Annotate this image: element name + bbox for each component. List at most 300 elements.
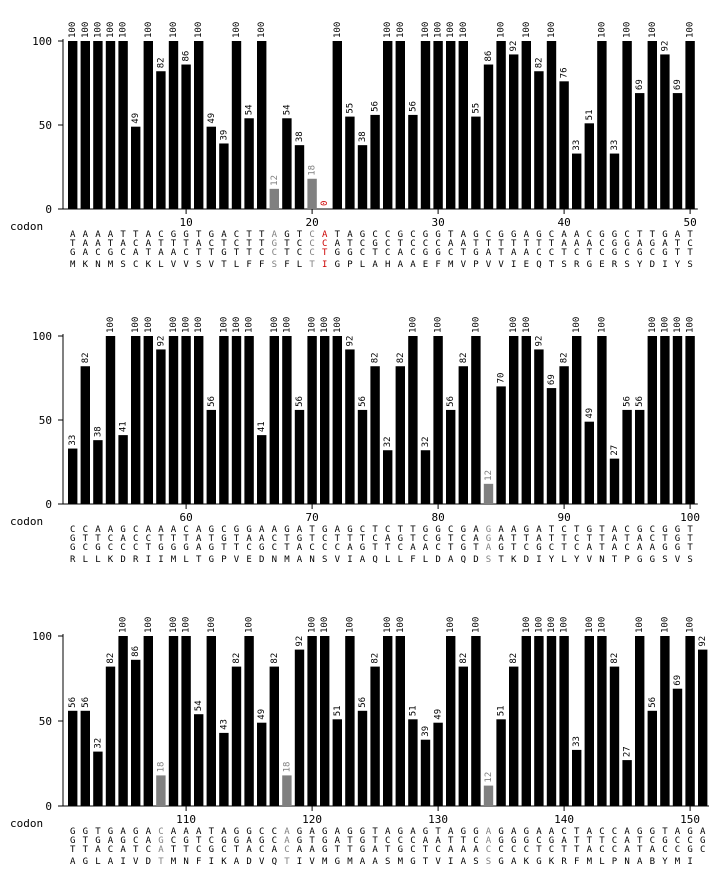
codon-nucleotide: C (309, 248, 315, 258)
codon-nucleotide: C (410, 248, 416, 258)
bar (244, 336, 253, 504)
codon-nucleotide: C (674, 845, 681, 855)
codon-nucleotide: C (120, 248, 126, 258)
amino-acid: N (309, 555, 315, 565)
codon-nucleotide: T (548, 239, 555, 249)
codon-nucleotide: T (309, 525, 315, 535)
bar-value-label: 100 (320, 616, 331, 633)
bar-value-label: 69 (635, 79, 646, 91)
codon-nucleotide: A (447, 827, 454, 837)
bar (358, 711, 367, 806)
bar-value-label: 18 (156, 761, 167, 773)
codon-nucleotide: A (195, 543, 202, 553)
bar (295, 410, 304, 504)
codon-nucleotide: C (573, 248, 580, 258)
codon-nucleotide: T (208, 534, 215, 544)
codon-nucleotide: G (233, 827, 240, 837)
codon-nucleotide: A (132, 248, 139, 258)
codon-nucleotide: T (460, 248, 467, 258)
bar-value-label: 12 (484, 771, 494, 783)
codon-nucleotide: C (183, 525, 189, 535)
bar (585, 123, 594, 209)
amino-acid: T (611, 555, 618, 565)
codon-nucleotide: G (183, 836, 189, 846)
codon-nucleotide: G (233, 525, 240, 535)
amino-acid: Y (636, 260, 643, 270)
codon-nucleotide: T (636, 230, 643, 240)
codon-nucleotide: T (347, 845, 353, 855)
bar (572, 154, 581, 209)
amino-acid: T (309, 260, 315, 270)
codon-nucleotide: C (384, 230, 391, 240)
bar-value-label: 82 (106, 652, 116, 664)
bar (648, 41, 657, 209)
amino-acid: I (687, 857, 693, 867)
codon-nucleotide: C (435, 239, 441, 249)
codon-nucleotide: T (624, 534, 630, 544)
bar-value-label: 82 (458, 352, 469, 364)
bar-value-label: 76 (559, 67, 570, 79)
codon-nucleotide: G (536, 543, 542, 553)
codon-nucleotide: C (208, 239, 215, 249)
codon-nucleotide: C (258, 248, 265, 258)
codon-nucleotide: C (384, 525, 391, 535)
codon-nucleotide: A (107, 836, 114, 846)
amino-acid: Q (460, 555, 467, 565)
amino-acid: V (586, 555, 593, 565)
amino-acid: K (523, 857, 530, 867)
amino-acid: F (195, 857, 202, 867)
amino-acid: P (347, 260, 353, 270)
codon-nucleotide: C (573, 534, 580, 544)
codon-nucleotide: T (447, 543, 454, 553)
codon-nucleotide: C (548, 248, 555, 258)
codon-nucleotide: C (473, 836, 479, 846)
bar (370, 115, 379, 209)
bar-value-label: 100 (521, 21, 532, 38)
amino-acid: V (132, 857, 139, 867)
codon-nucleotide: T (170, 534, 177, 544)
amino-acid: L (599, 857, 605, 867)
codon-nucleotide: T (536, 845, 542, 855)
amino-acid: A (107, 857, 114, 867)
bar-value-label: 82 (370, 352, 381, 364)
codon-nucleotide: G (649, 239, 656, 249)
bar-value-label: 56 (370, 101, 381, 112)
amino-acid: P (611, 857, 618, 867)
bar-value-label: 100 (509, 316, 520, 333)
bar (421, 740, 430, 806)
codon-nucleotide: T (599, 543, 605, 553)
codon-nucleotide: G (321, 827, 328, 837)
amino-acid: A (397, 260, 404, 270)
bar (106, 41, 115, 209)
codon-nucleotide: T (573, 845, 580, 855)
codon-nucleotide: G (221, 248, 227, 258)
bar (295, 650, 304, 806)
codon-nucleotide: A (145, 239, 152, 249)
bar-value-label: 55 (345, 102, 356, 114)
codon-nucleotide: A (485, 543, 492, 553)
y-tick-label: 100 (32, 330, 52, 343)
codon-nucleotide: A (170, 248, 177, 258)
amino-acid: R (611, 260, 618, 270)
amino-acid: S (687, 260, 693, 270)
bar-value-label: 70 (496, 372, 507, 384)
codon-nucleotide: C (422, 534, 429, 544)
amino-acid: Q (536, 260, 542, 270)
bar (484, 65, 493, 209)
bar (320, 636, 329, 806)
bar-value-label: 32 (93, 737, 104, 749)
codon-nucleotide: G (69, 836, 76, 846)
codon-nucleotide: G (321, 836, 328, 846)
codon-nucleotide: C (586, 230, 593, 240)
bar (433, 41, 442, 209)
bar (194, 714, 203, 806)
bar-value-label: 100 (635, 616, 646, 633)
bar-value-label: 100 (547, 21, 557, 38)
codon-nucleotide: C (662, 845, 668, 855)
bar-value-label: 69 (547, 374, 557, 386)
amino-acid: G (208, 555, 215, 565)
bar (534, 349, 543, 504)
codon-nucleotide: C (649, 534, 656, 544)
bar-value-label: 100 (80, 21, 91, 38)
y-tick-label: 0 (45, 203, 52, 216)
bar-value-label: 92 (156, 335, 167, 347)
codon-nucleotide: T (573, 525, 580, 535)
codon-nucleotide: A (510, 525, 517, 535)
amino-acid: M (447, 260, 454, 270)
amino-acid: A (510, 857, 517, 867)
bar-value-label: 33 (572, 139, 583, 151)
amino-acid: R (132, 555, 139, 565)
bar-value-label: 92 (660, 40, 671, 52)
amino-acid: E (523, 260, 530, 270)
codon-nucleotide: C (221, 845, 227, 855)
bar (509, 667, 518, 806)
x-tick-label: 140 (554, 813, 575, 826)
codon-nucleotide: A (636, 534, 643, 544)
amino-acid: D (145, 857, 152, 867)
amino-acid: Y (573, 555, 580, 565)
amino-acid: Y (674, 260, 681, 270)
codon-nucleotide: T (523, 239, 530, 249)
amino-acid: I (158, 555, 164, 565)
codon-nucleotide: C (309, 543, 315, 553)
codon-row-label: codon (10, 817, 44, 830)
amino-acid: F (258, 260, 265, 270)
codon-nucleotide: A (586, 239, 593, 249)
amino-acid: D (120, 555, 126, 565)
bar-value-label: 49 (206, 112, 217, 124)
bar-value-label: 18 (282, 761, 293, 773)
codon-nucleotide: A (145, 836, 152, 846)
amino-acid: L (296, 260, 303, 270)
codon-nucleotide: G (611, 248, 618, 258)
codon-nucleotide: C (384, 239, 391, 249)
codon-nucleotide: T (372, 543, 378, 553)
codon-nucleotide: T (284, 248, 290, 258)
bar-value-label: 100 (433, 316, 444, 333)
bar-value-label: 56 (358, 396, 368, 407)
bar (181, 636, 190, 806)
bar (421, 450, 430, 504)
bar (282, 775, 291, 806)
codon-nucleotide: A (611, 525, 618, 535)
codon-nucleotide: T (233, 543, 240, 553)
codon-nucleotide: A (284, 827, 290, 837)
bar-value-label: 100 (169, 316, 179, 333)
bar-value-label: 100 (244, 616, 255, 633)
bar-value-label: 82 (610, 652, 620, 664)
codon-nucleotide: A (95, 845, 101, 855)
bar-value-label: 41 (118, 421, 129, 433)
bar-value-label: 100 (597, 316, 608, 333)
bar-value-label: 51 (332, 705, 343, 717)
bar (207, 636, 216, 806)
amino-acid: D (435, 555, 441, 565)
codon-nucleotide: A (82, 230, 89, 240)
codon-nucleotide: G (258, 543, 265, 553)
codon-nucleotide: A (221, 827, 227, 837)
codon-nucleotide: G (473, 827, 479, 837)
codon-nucleotide: G (258, 836, 265, 846)
codon-nucleotide: C (107, 845, 114, 855)
amino-acid: L (233, 260, 240, 270)
bar (358, 145, 367, 209)
codon-nucleotide: G (662, 543, 668, 553)
amino-acid: T (221, 260, 227, 270)
codon-nucleotide: C (208, 836, 215, 846)
amino-acid: T (422, 857, 429, 867)
codon-nucleotide: T (599, 534, 605, 544)
bar-value-label: 100 (194, 316, 205, 333)
bar (383, 636, 392, 806)
codon-nucleotide: G (271, 239, 278, 249)
bar (333, 719, 342, 806)
codon-nucleotide: G (397, 230, 404, 240)
bar (673, 336, 682, 504)
codon-nucleotide: C (624, 248, 630, 258)
codon-nucleotide: A (258, 534, 265, 544)
codon-nucleotide: A (573, 230, 580, 240)
bar (484, 786, 493, 806)
bar (307, 336, 316, 504)
amino-acid: A (69, 857, 76, 867)
codon-nucleotide: G (69, 534, 76, 544)
codon-nucleotide: C (649, 525, 656, 535)
codon-nucleotide: T (195, 248, 202, 258)
bar (118, 435, 127, 504)
bar (194, 336, 203, 504)
bar-value-label: 100 (383, 21, 394, 38)
codon-nucleotide: C (624, 525, 630, 535)
amino-acid: M (321, 857, 328, 867)
codon-nucleotide: G (158, 836, 164, 846)
bar (509, 336, 518, 504)
bar (597, 41, 606, 209)
codon-nucleotide: G (510, 836, 517, 846)
codon-nucleotide: C (410, 845, 416, 855)
codon-nucleotide: G (208, 230, 215, 240)
bar-value-label: 100 (660, 616, 671, 633)
codon-nucleotide: C (447, 525, 454, 535)
codon-nucleotide: T (485, 239, 492, 249)
codon-nucleotide: C (145, 845, 152, 855)
codon-nucleotide: G (208, 543, 215, 553)
bar (219, 336, 228, 504)
bar-value-label: 100 (282, 316, 293, 333)
bar-value-label: 54 (244, 104, 255, 116)
amino-acid: G (334, 857, 341, 867)
codon-nucleotide: T (561, 845, 567, 855)
amino-acid: S (120, 260, 126, 270)
bar-value-label: 100 (521, 316, 532, 333)
bar (169, 636, 178, 806)
amino-acid: R (561, 857, 567, 867)
codon-nucleotide: G (460, 525, 467, 535)
y-tick-label: 100 (32, 630, 52, 643)
codon-nucleotide: C (296, 248, 303, 258)
amino-acid: F (246, 260, 252, 270)
codon-nucleotide: G (422, 827, 429, 837)
amino-acid: V (208, 260, 215, 270)
codon-nucleotide: A (498, 534, 504, 544)
amino-acid: I (662, 260, 668, 270)
bar (446, 41, 455, 209)
amino-acid: R (573, 260, 580, 270)
amino-acid: K (510, 555, 517, 565)
codon-nucleotide: T (246, 248, 252, 258)
codon-nucleotide: G (687, 845, 693, 855)
bar-value-label: 100 (421, 21, 431, 38)
bar (244, 636, 253, 806)
amino-acid: A (447, 555, 454, 565)
x-tick-label: 70 (305, 511, 319, 524)
bar (559, 636, 568, 806)
codon-nucleotide: T (397, 239, 404, 249)
codon-nucleotide: T (95, 827, 101, 837)
bar-value-label: 100 (269, 316, 280, 333)
codon-nucleotide: T (170, 239, 177, 249)
bar (648, 711, 657, 806)
codon-nucleotide: C (271, 248, 278, 258)
codon-nucleotide: G (69, 543, 76, 553)
bar (257, 435, 266, 504)
amino-acid: S (662, 555, 668, 565)
amino-acid: L (82, 555, 89, 565)
codon-nucleotide: A (485, 827, 492, 837)
codon-nucleotide: G (246, 525, 252, 535)
bar (547, 636, 556, 806)
bar (484, 484, 493, 504)
codon-nucleotide: T (473, 543, 479, 553)
bar (232, 336, 241, 504)
codon-nucleotide: T (586, 534, 593, 544)
codon-nucleotide: C (120, 543, 126, 553)
bar-value-label: 100 (471, 616, 482, 633)
bar (131, 660, 140, 806)
bar-value-label: 100 (143, 616, 154, 633)
codon-nucleotide: C (82, 543, 89, 553)
codon-nucleotide: C (536, 248, 542, 258)
amino-acid: S (485, 857, 492, 867)
bar-value-label: 100 (647, 316, 658, 333)
amino-acid: S (624, 260, 630, 270)
codon-nucleotide: T (347, 239, 353, 249)
amino-acid: G (649, 555, 656, 565)
codon-nucleotide: C (158, 827, 164, 837)
codon-nucleotide: G (422, 525, 429, 535)
bar (396, 41, 405, 209)
amino-acid: D (258, 555, 265, 565)
codon-nucleotide: A (221, 230, 227, 240)
amino-acid: D (649, 260, 656, 270)
codon-nucleotide: G (95, 836, 101, 846)
bar-value-label: 100 (395, 21, 406, 38)
bar (358, 410, 367, 504)
y-tick-label: 100 (32, 35, 52, 48)
codon-nucleotide: C (69, 525, 76, 535)
codon-nucleotide: A (309, 827, 315, 837)
codon-nucleotide: G (485, 525, 492, 535)
codon-nucleotide: G (183, 543, 189, 553)
codon-nucleotide: C (359, 525, 366, 535)
amino-acid: Y (662, 857, 668, 867)
codon-nucleotide: C (485, 845, 492, 855)
bar (257, 723, 266, 806)
bar (106, 667, 115, 806)
codon-nucleotide: G (107, 248, 114, 258)
x-tick-label: 90 (557, 511, 571, 524)
bar (471, 336, 480, 504)
bar-value-label: 100 (232, 316, 242, 333)
codon-nucleotide: A (699, 827, 706, 837)
codon-nucleotide: C (384, 836, 391, 846)
codon-nucleotide: A (347, 230, 353, 240)
codon-nucleotide: C (132, 525, 139, 535)
bar-value-label: 69 (673, 674, 683, 686)
codon-nucleotide: T (372, 248, 378, 258)
amino-acid: G (82, 857, 89, 867)
codon-nucleotide: C (510, 845, 517, 855)
bar-value-label: 51 (584, 109, 595, 121)
bar-value-label: 100 (257, 21, 268, 38)
codon-nucleotide: A (158, 525, 164, 535)
codon-nucleotide: A (662, 239, 668, 249)
amino-acid: D (473, 555, 479, 565)
codon-nucleotide: T (687, 534, 693, 544)
bar-value-label: 56 (206, 396, 217, 407)
amino-acid: B (649, 857, 656, 867)
codon-nucleotide: T (208, 248, 215, 258)
bar-value-label: 54 (194, 700, 205, 712)
codon-nucleotide: T (573, 827, 580, 837)
codon-nucleotide: T (321, 248, 328, 258)
codon-nucleotide: G (498, 836, 504, 846)
bar (383, 41, 392, 209)
codon-nucleotide: G (208, 845, 215, 855)
codon-nucleotide: T (347, 836, 353, 846)
bar (282, 118, 291, 209)
x-tick-label: 30 (431, 216, 445, 229)
codon-nucleotide: C (687, 836, 693, 846)
codon-nucleotide: A (170, 827, 177, 837)
codon-nucleotide: T (145, 543, 152, 553)
amino-acid: V (485, 260, 492, 270)
